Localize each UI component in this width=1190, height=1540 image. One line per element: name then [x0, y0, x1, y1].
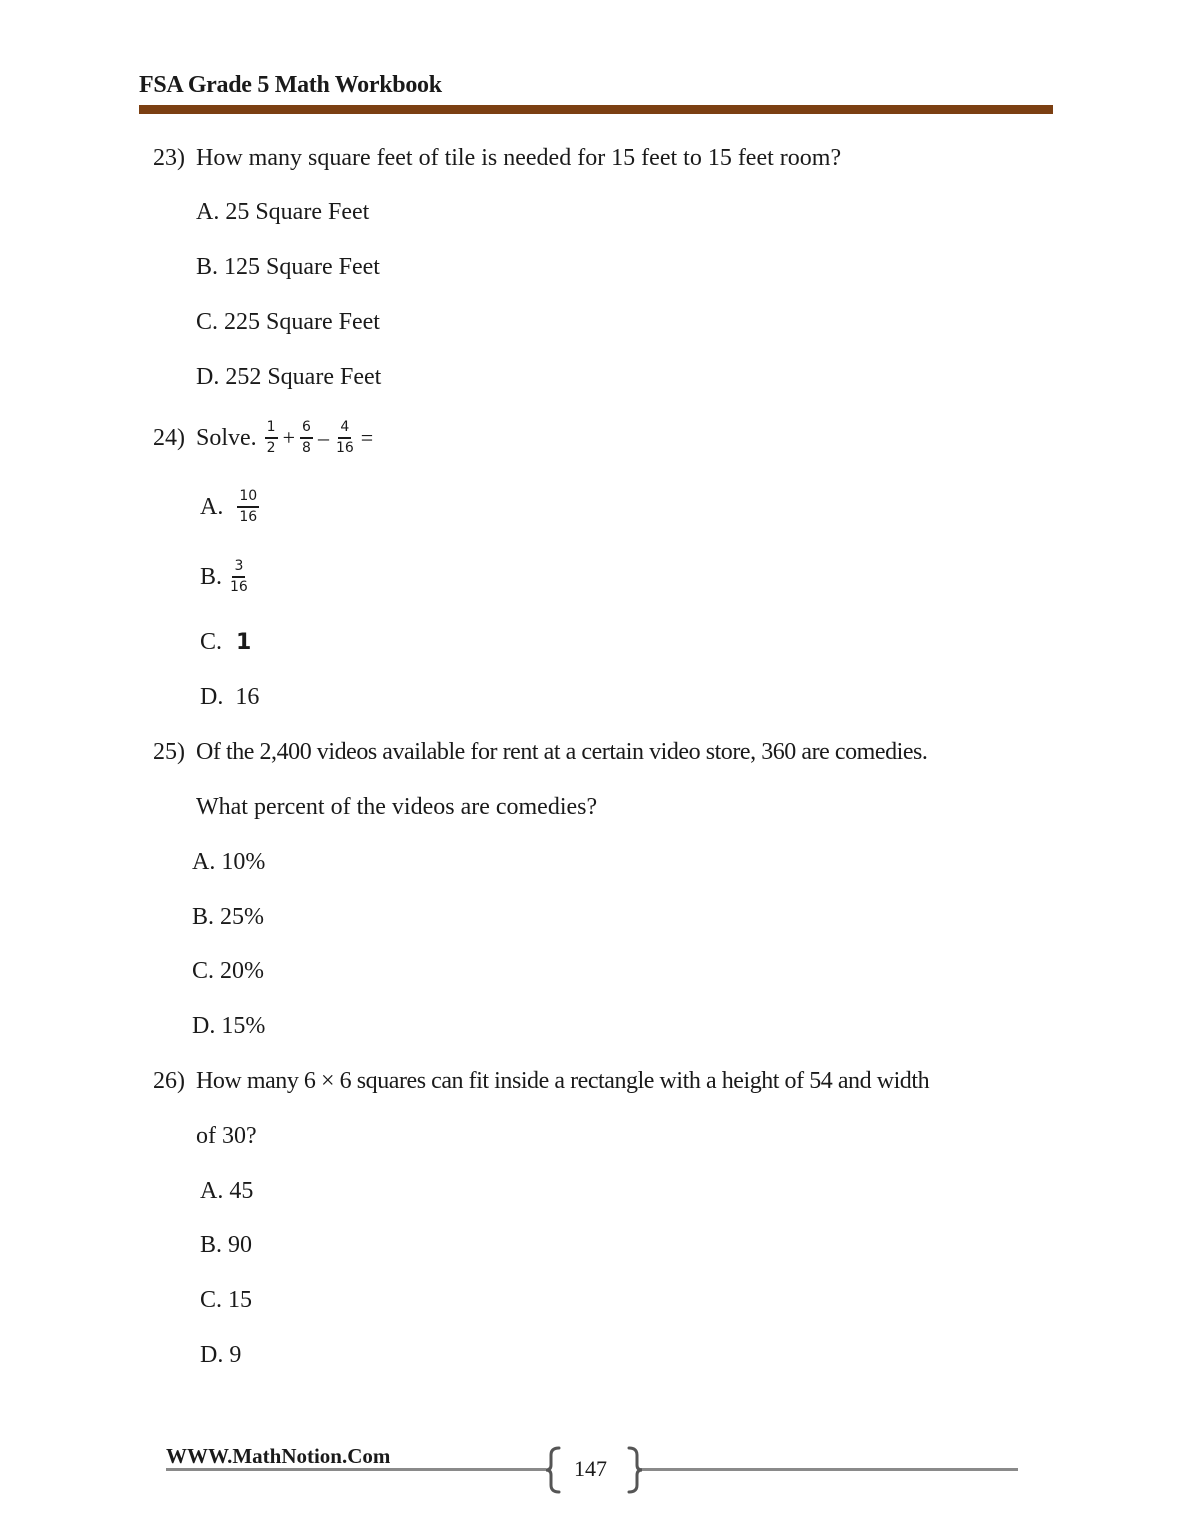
question-25-option-d: D. 15%	[192, 1013, 266, 1039]
question-23-option-b: B. 125 Square Feet	[196, 254, 380, 280]
question-26-option-b: B. 90	[200, 1232, 253, 1258]
question-26-option-a: A. 45	[200, 1178, 254, 1204]
question-24-option-a: A. $\frac{10}{16}$	[200, 488, 258, 525]
workbook-title: FSA Grade 5 Math Workbook	[139, 72, 442, 98]
question-23-option-a: A. 25 Square Feet	[196, 199, 370, 225]
header-rule	[139, 105, 1053, 114]
equals-sign: =	[360, 425, 374, 450]
question-24-option-c: C. 1	[200, 629, 252, 655]
fraction-ten-sixteenths: $\frac{10}{16}$	[239, 488, 258, 525]
footer-rule-right	[640, 1468, 1018, 1471]
fraction-one-half: $\frac{1}{2}$	[266, 419, 276, 456]
question-26-text-line-2: of 30?	[196, 1123, 257, 1149]
question-25-text-line-1: Of the 2,400 videos available for rent at a certain video store, 360 are comedies.	[196, 739, 928, 765]
question-25-number: 25)	[153, 739, 185, 765]
question-25-option-a: A. 10%	[192, 849, 266, 875]
question-25-option-b: B. 25%	[192, 904, 264, 930]
question-24-option-d: D. 16	[200, 684, 260, 710]
question-23-text: How many square feet of tile is needed for 15 feet to 15 feet room?	[196, 145, 842, 171]
question-25-option-c: C. 20%	[192, 958, 264, 984]
question-26-option-c: C. 15	[200, 1287, 253, 1313]
question-23-number: 23)	[153, 145, 185, 171]
fraction-three-sixteenths: $\frac{3}{16}$	[230, 558, 248, 595]
fraction-four-sixteenths: $\frac{4}{16}$	[335, 419, 354, 456]
question-24-option-b: B. $\frac{3}{16}$	[200, 558, 248, 595]
right-brace-icon	[624, 1446, 644, 1494]
question-24-lead: Solve.	[196, 425, 257, 451]
minus-sign: –	[317, 425, 329, 450]
question-23-option-d: D. 252 Square Feet	[196, 364, 382, 390]
footer-rule-left	[166, 1468, 546, 1471]
question-26-text-line-1: How many 6 × 6 squares can fit inside a rectangle with a height of 54 and width	[196, 1068, 930, 1094]
question-23-option-c: C. 225 Square Feet	[196, 309, 380, 335]
question-26-number: 26)	[153, 1068, 185, 1094]
question-26-option-d: D. 9	[200, 1342, 242, 1368]
left-brace-icon	[544, 1446, 564, 1494]
plus-sign: +	[282, 425, 296, 450]
page-number: 147	[574, 1456, 607, 1481]
question-24-expression	[196, 416, 376, 460]
question-25-text-line-2: What percent of the videos are comedies?	[196, 794, 598, 820]
footer-website: WWW.MathNotion.Com	[166, 1444, 391, 1468]
fraction-six-eighths: $\frac{6}{8}$	[302, 419, 311, 456]
question-24-number: 24)	[153, 425, 185, 451]
